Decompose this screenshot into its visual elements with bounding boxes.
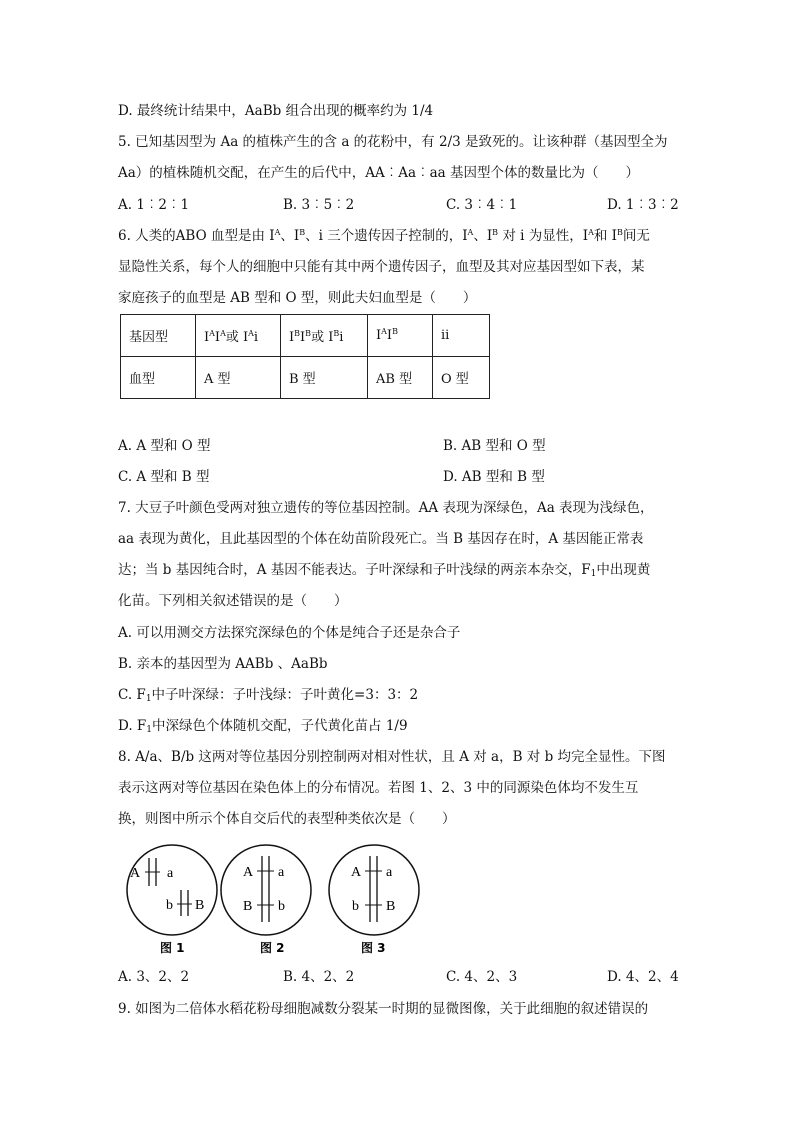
figure-2-caption: 图 2	[260, 941, 285, 955]
svg-text:b: b	[278, 899, 285, 914]
table-cell: B 型	[281, 357, 368, 399]
table-row	[121, 357, 490, 399]
table-cell: A 型	[196, 357, 281, 399]
svg-text:B: B	[243, 899, 253, 914]
q5-option-c[interactable]: C. 3︰4︰1	[446, 197, 518, 213]
q5-option-d[interactable]: D. 1︰3︰2	[607, 197, 679, 213]
table-cell: $I^AI^B$	[368, 315, 433, 357]
table-header-bloodtype: 血型	[121, 357, 196, 399]
q8-option-c[interactable]: C. 4、2、3	[446, 969, 518, 985]
q7-option-b[interactable]: B. 亲本的基因型为 AABb 、AaBb	[118, 656, 328, 672]
svg-text:a: a	[167, 866, 174, 881]
figure-1	[127, 845, 217, 955]
svg-text:A: A	[351, 865, 362, 880]
table-cell: O 型	[433, 357, 490, 399]
q9-stem-line1: 9. 如图为二倍体水稻花粉母细胞减数分裂某一时期的显微图像，关于此细胞的叙述错误的	[118, 1001, 649, 1017]
figure-2	[221, 845, 311, 955]
svg-text:B: B	[195, 898, 205, 913]
q7-stem-line1: 7. 大豆子叶颜色受两对独立遗传的等位基因控制。AA 表现为深绿色，Aa 表现为浅绿色，	[118, 500, 654, 516]
svg-text:A: A	[130, 866, 141, 881]
figure-3-caption: 图 3	[361, 941, 386, 955]
q7-stem-line3: 达；当 b 基因纯合时，A 基因不能表达。子叶深绿和子叶浅绿的两亲本杂交，$F_1$中出现黄	[118, 562, 651, 579]
q8-option-d[interactable]: D. 4、2、4	[607, 969, 679, 985]
q8-option-a[interactable]: A. 3、2、2	[118, 969, 190, 985]
svg-text:a: a	[278, 865, 285, 880]
q8-option-b[interactable]: B. 4、2、2	[283, 969, 355, 985]
q8-stem-line3: 换，则图中所示个体自交后代的表型种类依次是（ ）	[118, 811, 456, 827]
q6-option-a[interactable]: A. A 型和 O 型	[118, 438, 211, 454]
figure-3	[329, 845, 419, 955]
svg-text:B: B	[386, 899, 396, 914]
table-cell: $I^AI^A$或 $I^Ai$	[196, 315, 281, 357]
table-header-genotype: 基因型	[121, 315, 196, 357]
svg-text:b: b	[166, 898, 173, 913]
q5-option-b[interactable]: B. 3︰5︰2	[283, 197, 355, 213]
q6-option-d[interactable]: D. AB 型和 B 型	[443, 469, 545, 485]
q6-option-c[interactable]: C. A 型和 B 型	[118, 469, 210, 485]
q5-stem-line2: Aa）的植株随机交配，在产生的后代中，AA︰Aa︰aa 基因型个体的数量比为（ ）	[118, 165, 639, 181]
svg-text:b: b	[352, 899, 359, 914]
q8-stem-line1: 8. A/a、B/b 这两对等位基因分别控制两对相对性状，且 A 对 a，B 对 b 均完全显性。下图	[118, 749, 666, 765]
table-cell: $I^BI^B$或 $I^Bi$	[281, 315, 368, 357]
blood-type-table	[120, 314, 490, 399]
svg-text:A: A	[243, 865, 254, 880]
table-cell: ii	[433, 315, 490, 357]
chromosome-figures	[120, 840, 680, 958]
q7-stem-line2: aa 表现为黄化，且此基因型的个体在幼苗阶段死亡。当 B 基因存在时，A 基因能正常表	[118, 531, 644, 547]
q5-option-a[interactable]: A. 1︰2︰1	[118, 197, 190, 213]
table-cell: AB 型	[368, 357, 433, 399]
q4-option-d: D. 最终统计结果中，AaBb 组合出现的概率约为 1/4	[118, 103, 434, 119]
q6-stem-line2: 显隐性关系，每个人的细胞中只能有其中两个遗传因子，血型及其对应基因型如下表，某	[118, 259, 645, 275]
table-row	[121, 315, 490, 357]
q7-stem-line4: 化苗。下列相关叙述错误的是（ ）	[118, 593, 348, 609]
q5-stem-line1: 5. 已知基因型为 Aa 的植株产生的含 a 的花粉中，有 2/3 是致死的。让该种群（基因型全为	[118, 134, 668, 150]
figure-1-caption: 图 1	[160, 941, 185, 955]
q7-option-c[interactable]: C. $F_1$中子叶深绿：子叶浅绿：子叶黄化=3：3：2	[118, 687, 419, 704]
q7-option-d[interactable]: D. $F_1$中深绿色个体随机交配，子代黄化苗占 1/9	[118, 718, 408, 735]
q8-stem-line2: 表示这两对等位基因在染色体上的分布情况。若图 1、2、3 中的同源染色体均不发生互	[118, 780, 639, 796]
q6-stem-line1: 6. 人类的ABO 血型是由 $I^A$、$I^B$、i 三个遗传因子控制的，$I^A$、$I^B$ 对 i 为显性，$I^A$和 $I^B$间无	[118, 228, 650, 244]
q6-stem-line3: 家庭孩子的血型是 AB 型和 O 型，则此夫妇血型是（ ）	[118, 290, 477, 306]
svg-text:a: a	[386, 865, 393, 880]
q7-option-a[interactable]: A. 可以用测交方法探究深绿色的个体是纯合子还是杂合子	[118, 625, 461, 641]
q6-option-b[interactable]: B. AB 型和 O 型	[443, 438, 546, 454]
